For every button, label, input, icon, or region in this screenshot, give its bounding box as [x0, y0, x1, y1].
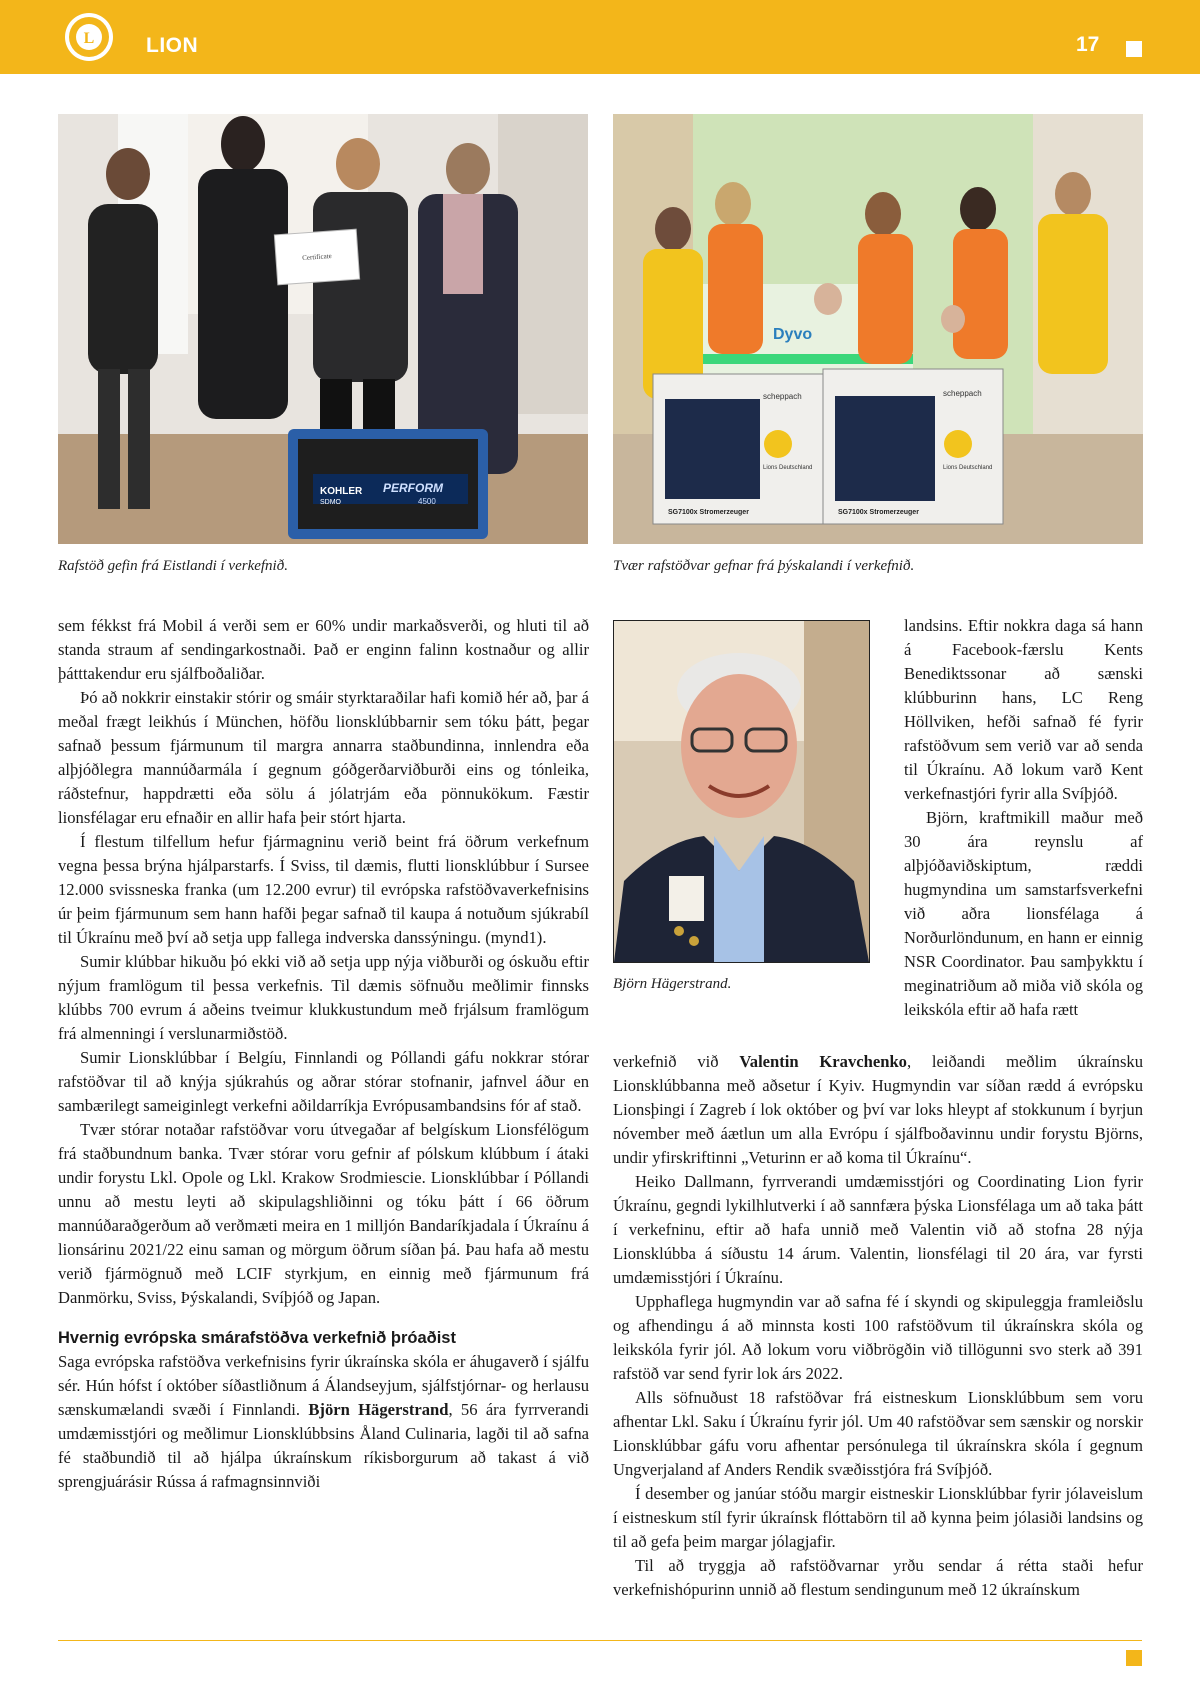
box1-brand: scheppach — [763, 392, 802, 401]
generator-sub: SDMO — [320, 499, 341, 506]
lions-logo — [64, 12, 114, 62]
paragraph: Til að tryggja að rafstöðvarnar yrðu sendar á rétta staði hefur verkefnishópurinn unnið að flestum sendingunum með 12 úkraínskum — [613, 1556, 1143, 1599]
paragraph: Þó að nokkrir einstakir stórir og smáir styrktaraðilar hafi komið hér að, þar á meðal frægt leikhús í München, höfðu lionsklúbbarnir sem tóku þátt, þegar safnað þessum fjármunum til margra annarra staðbundinna, innlendra eða alþjóðlegra mannúðarmála í gegnum góðgerðarviðburði eins og tónleika, ráðstefnur, happdrætti eða sölu á jólatrjám eða pönnukökum. Fæstir lionsfélagar eru efnaðir en allir hafa þeir stórt hjarta. — [58, 688, 589, 827]
paragraph: Upphaflega hugmyndin var að safna fé í skyndi og skipuleggja framleiðslu og afhendingu á að minnsta kosti 100 rafstöðvum til úkraínskra skóla og leikskóla fyrir jól. Að lokum voru viðbrögðin við tillögunni svo sterk að 391 rafstöð var send fyrir lok árs 2022. — [613, 1292, 1143, 1383]
article-left-column — [58, 614, 589, 1494]
paragraph: Saga evrópska rafstöðva verkefnisins fyrir úkraínska skóla er áhugaverð í sjálfu sér. Hún hófst í október síðastliðnum á Álandseyjum, sjálfstjórnar- og herlausu sænskumælandi svæði í Finnlandi. Björn Hägerstrand, 56 ára fyrrverandi umdæmisstjóri og meðlimur Lionsklúbbsins Åland Culinaria, lagði til að safna fé staðbundið til að hjálpa úkraínskum ríkisborgurum að takast á við sprengjuárásir Rússa á rafmagnsinnviði — [58, 1352, 590, 1491]
page-header — [0, 0, 1200, 74]
article-right-narrow-column — [904, 614, 1143, 1022]
generator-brand: KOHLER — [320, 486, 363, 497]
caption-portrait: Björn Hägerstrand. — [613, 976, 732, 992]
paragraph: Heiko Dallmann, fyrrverandi umdæmisstjóri og Coordinating Lion fyrir Úkraínu, gegndi lykilhlutverki í að sannfæra þýska Lionsfélaga um að taka þátt í verkefninu, eftir að hafa unnið með Valentin við að stofna 28 nýja Lionsklúbba á síðustu 14 árum. Valentin, lionsfélagi til 20 ára, var fyrsti umdæmisstjóri í Úkraínu. — [613, 1172, 1143, 1287]
page-number: 17 — [1076, 33, 1100, 56]
paragraph: Björn, kraftmikill maður með 30 ára reynslu af alþjóðaviðskiptum, ræddi hugmyndina um samstarfsverkefni við aðra lionsfélaga á Norðurlöndunum, en hann er einnig NSR Coordinator. Þau samþykktu í meginatriðum að miða við skóla og leikskóla eftir að hafa rætt — [904, 808, 1143, 1019]
paragraph: Í flestum tilfellum hefur fjármagninu verið beint frá öðrum verkefnum vegna þessa brýna hjálparstarfs. Í Sviss, til dæmis, flutti lionsklúbbur í Sursee 12.000 svissneska franka (um 12.200 evrur) til evrópska rafstöðvaverkefnisins úr þeim fjármunum sem hann hafði þegar safnað til kaupa á notuðum sjúkrabíl til Úkraínu með því að setja upp fallega indverska danssýningu. (mynd1). — [58, 832, 589, 947]
box2-sub: Lions Deutschland — [943, 465, 993, 471]
paragraph: Í desember og janúar stóðu margir eistneskir Lionsklúbbar fyrir jólaveislum í eistneskum stíl fyrir úkraínsk flóttabörn til að kynna þeim jólasiði landsins og til að gefa þeim margar jólagjafir. — [613, 1484, 1143, 1551]
footer-rule — [58, 1640, 1142, 1641]
person-name-bjorn: Björn Hägerstrand — [308, 1400, 449, 1419]
generator-num: 4500 — [418, 497, 436, 506]
portrait-bjorn-hagerstrand — [613, 620, 870, 963]
box1-label: SG7100x Stromerzeuger — [668, 509, 749, 516]
photo-germany-generators — [613, 114, 1143, 544]
paragraph: verkefnið við Valentin Kravchenko, leiðandi meðlim úkraínsku Lionsklúbbanna með aðsetur í Kyiv. Hugmyndin var síðan rædd á evrópsku Lionsþingi í Zagreb í lok október og því var loks hleypt af stokkunum í byrjun nóvember með áætlun um alla Evrópu í sjálfboðavinnu undir forystu Björns, undir yfirskriftinni „Veturinn er að koma til Úkraínu“. — [613, 1052, 1143, 1167]
magazine-title: LION — [146, 34, 199, 57]
box1-sub: Lions Deutschland — [763, 465, 813, 471]
article-right-column — [613, 1050, 1143, 1602]
header-square-marker — [1126, 41, 1142, 57]
section-heading: Hvernig evrópska smárafstöðva verkefnið þróaðist — [58, 1329, 456, 1347]
paragraph: Tvær stórar notaðar rafstöðvar voru útvegaðar af belgískum Lionsfélögum frá staðbundnum banka. Tvær stórar voru gefnir af pólskum klúbbum í átaki undir forystu Lkl. Opole og Lkl. Krakow Srodmiescie. Lionsklúbbar í Póllandi unnu að mestu leyti að skipulagshliðinni og tóku þátt í 66 öðrum mannúðaraðgerðum að verðmæti meira en 1 milljón Bandaríkjadala í Úkraínu á lionsárinu 2021/22 einu saman og mörgum öðrum síðan þá. Þau hafa að mestu verið fjármögnuð með LCIF styrkjum, en einnig með fjármunum frá Danmörku, Sviss, Þýskalandi, Svíþjóð og Japan. — [58, 1120, 589, 1307]
certificate-text: Certificate — [301, 251, 333, 263]
wall-sign: Dyvo — [773, 326, 813, 343]
paragraph: Alls söfnuðust 18 rafstöðvar frá eistneskum Lionsklúbbum sem voru afhentar Lkl. Saku í Úkraínu fyrir jól. Um 40 rafstöðvar sem sænskir og norskir Lionsklúbbar gáfu voru afhentar persónulega til úkraínskra skóla í gegnum Ungverjaland af Anders Rendik svæðisstjóra frá Svíþjóð. — [613, 1388, 1143, 1479]
caption-photo-2: Tvær rafstöðvar gefnar frá þýskalandi í verkefnið. — [613, 558, 915, 574]
generator-model: PERFORM — [383, 481, 443, 495]
footer-square-marker — [1126, 1650, 1142, 1666]
paragraph: landsins. Eftir nokkra daga sá hann á Facebook-færslu Kents Benediktssonar að sænski klúbburinn hans, LC Reng Höllviken, hefði safnað fé fyrir rafstöðvum sem verið var að senda til Úkraínu. Að lokum varð Kent verkefnastjóri fyrir alla Svíþjóð. — [904, 616, 1143, 803]
box2-label: SG7100x Stromerzeuger — [838, 509, 919, 516]
caption-photo-1: Rafstöð gefin frá Eistlandi í verkefnið. — [58, 558, 288, 574]
person-name-valentin: Valentin Kravchenko — [739, 1052, 907, 1071]
paragraph: sem fékkst frá Mobil á verði sem er 60% undir markaðsverði, og hluti til að standa straum af sendingarkostnaði. Það er enginn falinn kostnaður og allir þátttakendur eru sjálfboðaliðar. — [58, 616, 589, 683]
paragraph: Sumir Lionsklúbbar í Belgíu, Finnlandi og Póllandi gáfu nokkrar stórar rafstöðvar til að knýja sjúkrahús og aðrar stórar stofnanir, jafnvel áður en sambærilegt sameiginlegt verkefni aðildarríkja Evrópusambandsins fór af stað. — [58, 1048, 589, 1115]
box2-brand: scheppach — [943, 389, 982, 398]
svg-text:L: L — [83, 30, 95, 47]
paragraph: Sumir klúbbar hikuðu þó ekki við að setja upp nýja viðburði og óskuðu eftir nýjum framlögum til þessa verkefnis. Til dæmis söfnuðu meðlimir finnsks klúbbs 700 evrum á aðeins tveimur klukkustundum með frjálsum framlögum frá almenningi í verslunarmiðstöð. — [58, 952, 589, 1043]
photo-estonia-generator — [58, 114, 588, 544]
